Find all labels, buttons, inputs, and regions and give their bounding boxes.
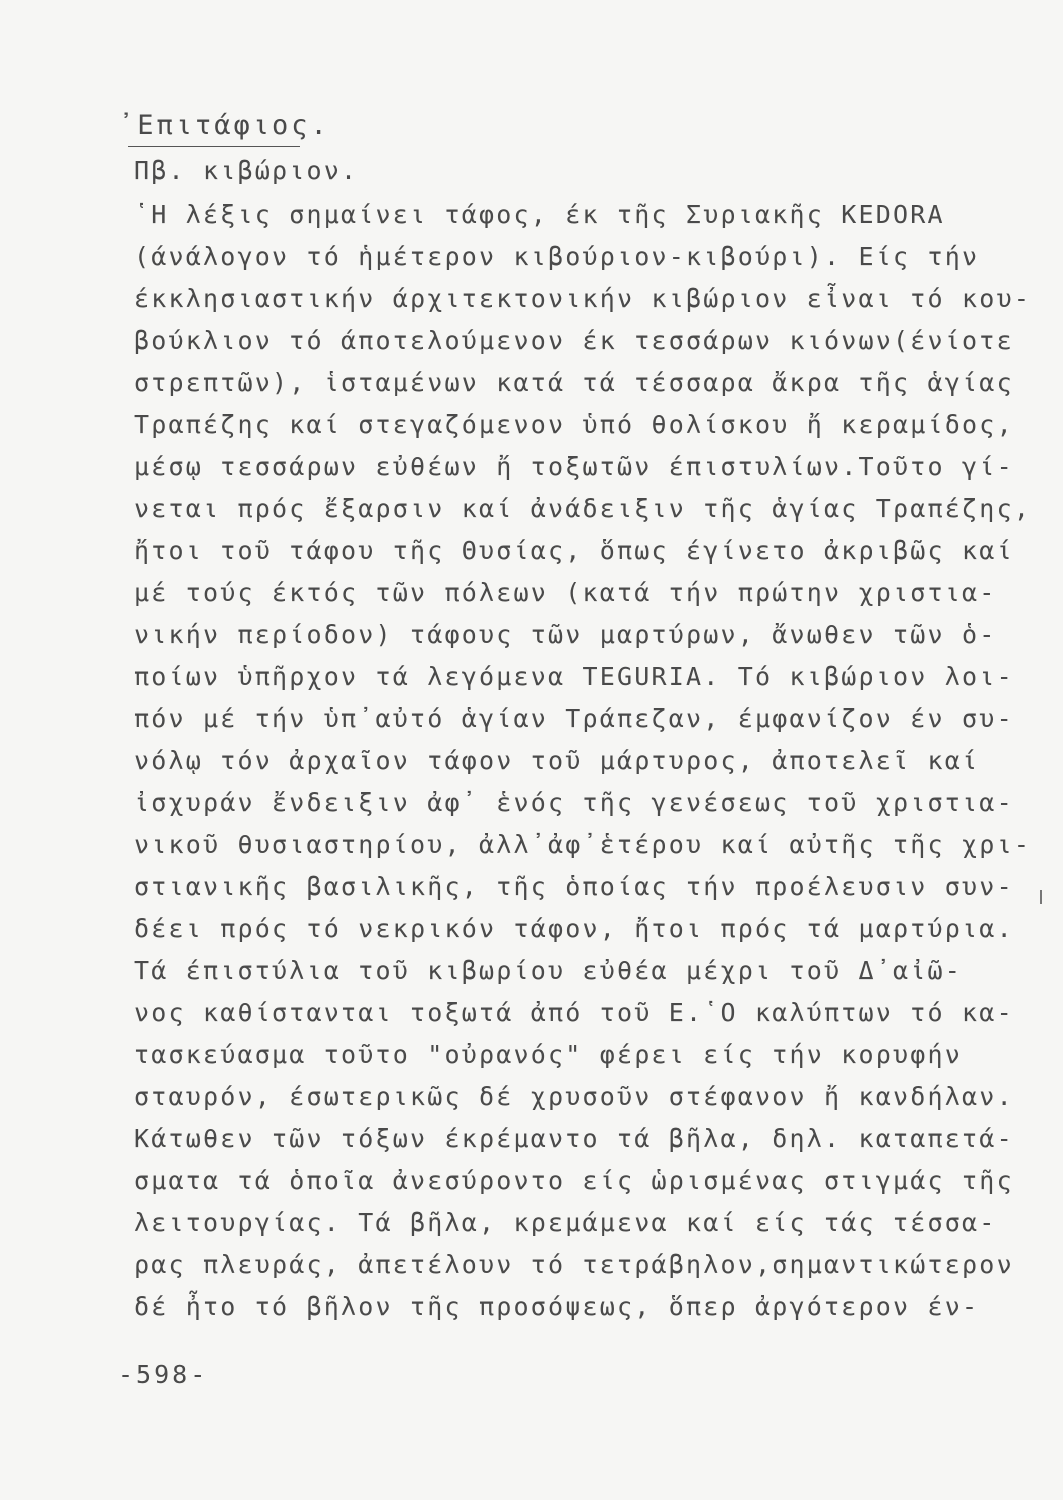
text-line: μέσῳ τεσσάρων εὐθέων ἤ τοξωτῶν έπιστυλίων.Τοῦτο γί- xyxy=(134,452,1014,481)
text-line: νος καθίστανται τοξωτά ἀπό τοῦ Ε.῾Ο καλύπτων τό κα- xyxy=(134,998,1014,1027)
text-line: ἤτοι τοῦ τάφου τῆς Θυσίας, ὅπως έγίνετο ἀκριβῶς καί xyxy=(134,536,1014,565)
margin-mark xyxy=(1040,890,1042,904)
text-line: Τραπέζης καί στεγαζόμενον ὑπό θολίσκου ἤ κεραμίδος, xyxy=(134,410,1014,439)
text-line: νικοῦ θυσιαστηρίου, ἀλλ᾿ἀφ᾿ἑτέρου καί αὐτῆς τῆς χρι- xyxy=(134,830,1032,859)
text-line: σταυρόν, έσωτερικῶς δέ χρυσοῦν στέφανον ἤ κανδήλαν. xyxy=(134,1082,1014,1111)
text-line: νεται πρός ἔξαρσιν καί ἀνάδειξιν τῆς ἁγίας Τραπέζης, xyxy=(134,494,1032,523)
text-line: στιανικῆς βασιλικῆς, τῆς ὁποίας τήν προέλευσιν συν- xyxy=(134,872,1014,901)
page-number: -598- xyxy=(118,1360,209,1389)
text-line: ῾Η λέξις σημαίνει τάφος, έκ τῆς Συριακῆς KEDORA xyxy=(134,200,945,229)
text-line: Κάτωθεν τῶν τόξων έκρέμαντο τά βῆλα, δηλ. καταπετά- xyxy=(134,1124,1014,1153)
text-line: λειτουργίας. Τά βῆλα, κρεμάμενα καί είς τάς τέσσα- xyxy=(134,1208,997,1237)
text-line: βούκλιον τό άποτελούμενον έκ τεσσάρων κιόνων(ένίοτε xyxy=(134,326,1014,355)
text-line: (άνάλογον τό ἡμέτερον κιβούριον-κιβούρι). Είς τήν xyxy=(134,242,980,271)
text-line: ποίων ὑπῆρχον τά λεγόμενα TEGURIA. Τό κιβώριον λοι- xyxy=(134,662,1014,691)
text-line: έκκλησιαστικήν άρχιτεκτονικήν κιβώριον εἶναι τό κου- xyxy=(134,284,1032,313)
text-line: ρας πλευράς, ἀπετέλουν τό τετράβηλον,σημαντικώτερον xyxy=(134,1250,1014,1279)
text-line: τασκεύασμα τοῦτο "οὐρανός" φέρει είς τήν κορυφήν xyxy=(134,1040,963,1069)
heading-underline xyxy=(128,146,300,147)
text-line: δέει πρός τό νεκρικόν τάφον, ἤτοι πρός τά μαρτύρια. xyxy=(134,914,1014,943)
text-line: ἰσχυράν ἔνδειξιν ἀφ᾿ ἑνός τῆς γενέσεως τοῦ χριστια- xyxy=(134,788,1014,817)
text-line: νικήν περίοδον) τάφους τῶν μαρτύρων, ἄνωθεν τῶν ὁ- xyxy=(134,620,997,649)
subheading: Πβ. κιβώριον. xyxy=(134,156,359,185)
heading: ᾿Επιτάφιος. xyxy=(118,110,330,141)
text-line: δέ ἦτο τό βῆλον τῆς προσόψεως, ὅπερ ἀργότερον έν- xyxy=(134,1292,980,1321)
text-line: Τά έπιστύλια τοῦ κιβωρίου εὐθέα μέχρι τοῦ Δ᾿αἰῶ- xyxy=(134,956,963,985)
text-line: σματα τά ὁποῖα ἀνεσύροντο είς ὡρισμένας στιγμάς τῆς xyxy=(134,1166,1014,1195)
text-line: στρεπτῶν), ἱσταμένων κατά τά τέσσαρα ἄκρα τῆς ἁγίας xyxy=(134,368,1014,397)
text-line: νόλῳ τόν ἀρχαῖον τάφον τοῦ μάρτυρος, ἀποτελεῖ καί xyxy=(134,746,980,775)
text-line: μέ τούς έκτός τῶν πόλεων (κατά τήν πρώτην χριστια- xyxy=(134,578,997,607)
text-line: πόν μέ τήν ὑπ᾿αὐτό ἁγίαν Τράπεζαν, έμφανίζον έν συ- xyxy=(134,704,1014,733)
